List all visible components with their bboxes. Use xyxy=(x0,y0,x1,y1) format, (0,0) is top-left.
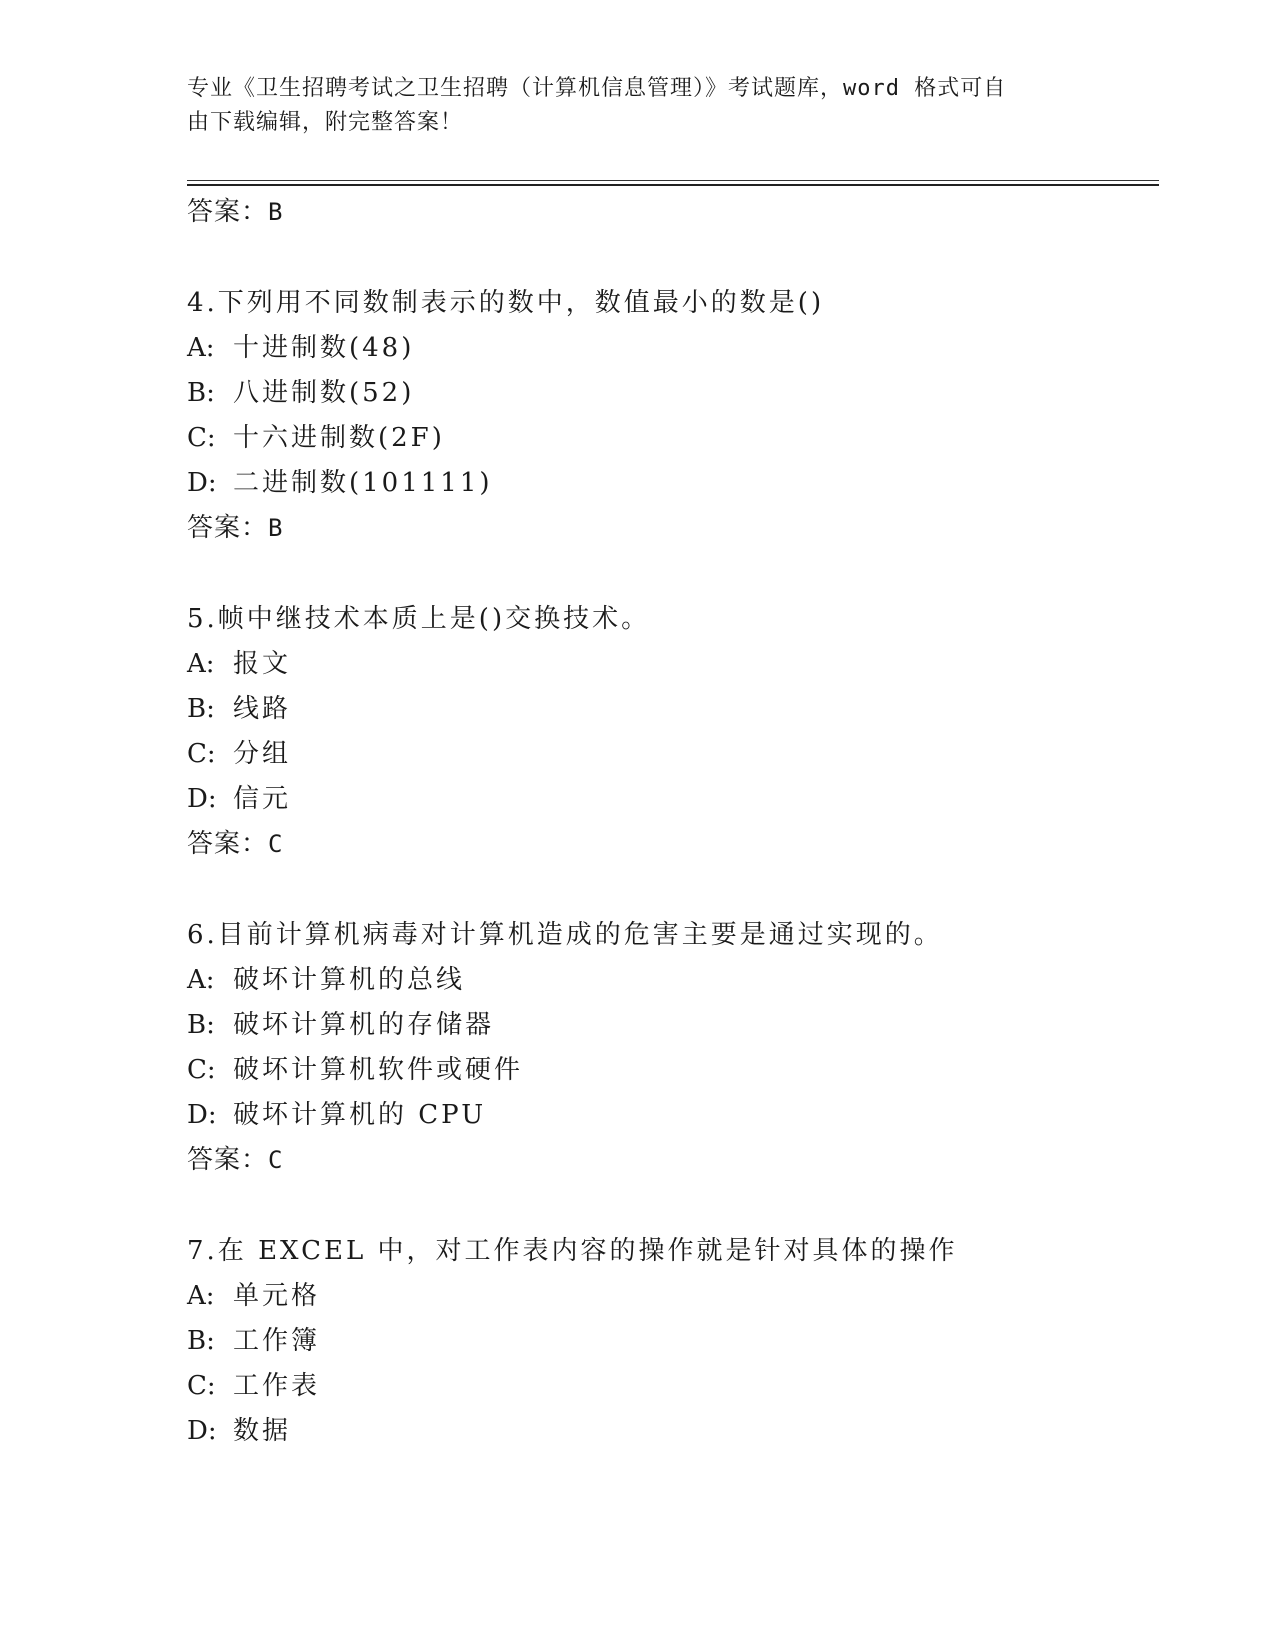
option-letter: D: xyxy=(187,1416,217,1446)
option-letter: D: xyxy=(187,468,217,498)
answer-value: C xyxy=(268,830,284,858)
option-d xyxy=(187,461,1167,506)
question-block xyxy=(187,913,1167,1183)
option-text: 八进制数(52) xyxy=(233,378,415,408)
question-stem: 7.在 EXCEL 中，对工作表内容的操作就是针对具体的操作 xyxy=(187,1236,958,1266)
option-d xyxy=(187,1409,1167,1454)
answer-value: B xyxy=(268,198,284,226)
option-letter: C: xyxy=(187,423,216,453)
option-text: 二进制数(101111) xyxy=(233,468,493,498)
question-stem: 5.帧中继技术本质上是()交换技术。 xyxy=(187,604,651,634)
option-a xyxy=(187,642,1167,687)
document-header xyxy=(187,72,1067,140)
option-c xyxy=(187,1048,1167,1093)
option-text: 报文 xyxy=(233,649,292,679)
question-stem: 6.目前计算机病毒对计算机造成的危害主要是通过实现的。 xyxy=(187,920,943,950)
question-block xyxy=(187,597,1167,867)
header-rule-thin xyxy=(187,180,1159,181)
question-block xyxy=(187,281,1167,551)
answer-label: 答案： xyxy=(187,513,269,543)
option-letter: D: xyxy=(187,784,217,814)
option-letter: B: xyxy=(187,1010,215,1040)
answer-label: 答案： xyxy=(187,197,269,227)
option-letter: D: xyxy=(187,1100,217,1130)
option-text: 单元格 xyxy=(233,1281,321,1311)
answer-line xyxy=(187,1138,1167,1183)
option-text: 破坏计算机的总线 xyxy=(233,965,466,995)
option-c xyxy=(187,1364,1167,1409)
option-text: 工作表 xyxy=(233,1371,321,1401)
option-text: 数据 xyxy=(233,1416,292,1446)
answer-label: 答案： xyxy=(187,829,269,859)
answer-value: C xyxy=(268,1146,284,1174)
option-letter: C: xyxy=(187,1371,216,1401)
option-text: 破坏计算机软件或硬件 xyxy=(233,1055,524,1085)
option-b xyxy=(187,687,1167,732)
option-text: 破坏计算机的存储器 xyxy=(233,1010,495,1040)
option-b xyxy=(187,1319,1167,1364)
option-text: 十进制数(48) xyxy=(233,333,415,363)
option-letter: B: xyxy=(187,1326,215,1356)
option-c xyxy=(187,416,1167,461)
option-text: 工作簿 xyxy=(233,1326,321,1356)
answer-label: 答案： xyxy=(187,1145,269,1175)
header-line-1: 专业《卫生招聘考试之卫生招聘（计算机信息管理）》考试题库，word 格式可自 xyxy=(187,76,1007,101)
answer-value: B xyxy=(268,514,284,542)
option-letter: B: xyxy=(187,694,215,724)
option-d xyxy=(187,777,1167,822)
option-text: 破坏计算机的 CPU xyxy=(233,1100,487,1130)
option-letter: A: xyxy=(187,649,215,679)
option-letter: C: xyxy=(187,1055,216,1085)
question-block xyxy=(187,1229,1167,1454)
option-letter: A: xyxy=(187,1281,215,1311)
option-text: 十六进制数(2F) xyxy=(233,423,445,453)
option-b xyxy=(187,1003,1167,1048)
option-text: 线路 xyxy=(233,694,292,724)
option-letter: A: xyxy=(187,333,215,363)
option-text: 信元 xyxy=(233,784,292,814)
option-letter: C: xyxy=(187,739,216,769)
option-d xyxy=(187,1093,1167,1138)
document-body xyxy=(187,190,1167,1454)
option-a xyxy=(187,326,1167,371)
answer-line xyxy=(187,190,1167,235)
option-letter: A: xyxy=(187,965,215,995)
answer-line xyxy=(187,506,1167,551)
header-rule-thick xyxy=(187,184,1159,186)
option-c xyxy=(187,732,1167,777)
option-text: 分组 xyxy=(233,739,292,769)
option-a xyxy=(187,1274,1167,1319)
answer-line xyxy=(187,822,1167,867)
option-b xyxy=(187,371,1167,416)
header-line-2: 由下载编辑，附完整答案！ xyxy=(187,110,464,135)
question-stem: 4.下列用不同数制表示的数中，数值最小的数是() xyxy=(187,288,825,318)
option-letter: B: xyxy=(187,378,215,408)
option-a xyxy=(187,958,1167,1003)
